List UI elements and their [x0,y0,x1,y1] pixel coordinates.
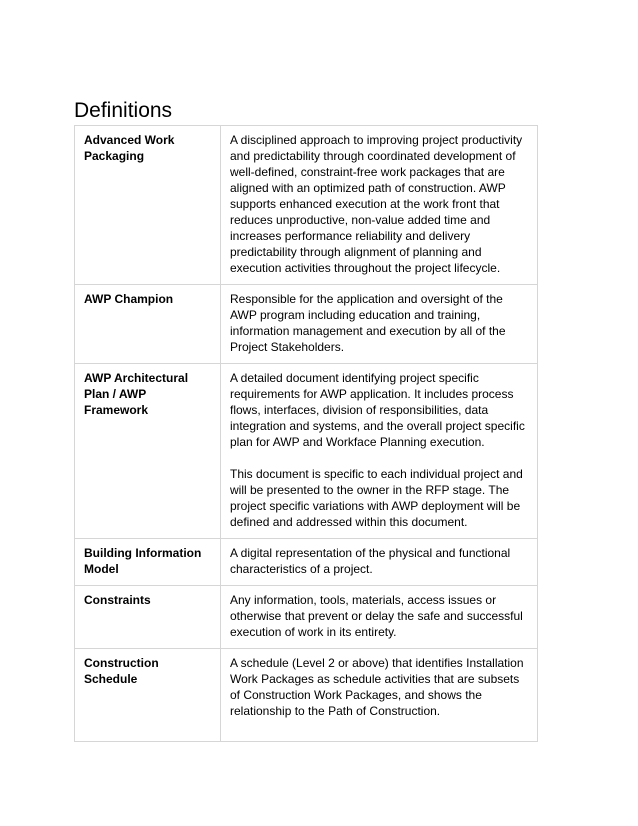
definition-text: A disciplined approach to improving project productivity and predictability through coordinated development of well-defined, constraint-free work packages that are aligned with an optimized path of construction. AWP supports enhanced execution at the work front that reduces unproductive, non-value added time and increases performance reliability and delivery predictability through alignment of planning and execution activities throughout the project lifecycle. [230,133,523,275]
definition-text: Responsible for the application and oversight of the AWP program including education and training, information management and execution by all of the Project Stakeholders. [230,292,506,354]
table-row [75,126,538,285]
term-cell: Building Information Model [75,539,221,586]
page-title: Definitions [74,99,173,122]
term-cell: AWP Champion [75,285,221,364]
term-cell: Constraints [75,586,221,649]
definitions-table [74,125,538,742]
table-row [75,364,538,539]
term-cell: Advanced Work Packaging [75,126,221,285]
definition-text: This document is specific to each individual project and will be presented to the owner in the RFP stage. The project specific variations with AWP deployment will be defined and addressed within this document. [230,467,523,529]
definition-cell [221,285,538,364]
definition-text: A schedule (Level 2 or above) that identifies Installation Work Packages as schedule activities that are subsets of Construction Work Packages, and shows the relationship to the Path of Construction. [230,656,524,718]
definition-cell [221,649,538,742]
table-row [75,586,538,649]
definition-text: A digital representation of the physical and functional characteristics of a project. [230,546,511,576]
definition-text: Any information, tools, materials, access issues or otherwise that prevent or delay the safe and successful execution of work in its entirety. [230,593,523,639]
definition-cell [221,126,538,285]
table-row [75,649,538,742]
definition-cell [221,364,538,539]
table-row [75,539,538,586]
definition-text: A detailed document identifying project specific requirements for AWP application. It includes process flows, interfaces, division of responsibilities, data integration and systems, and the overall project specific plan for AWP and Workface Planning execution. [230,371,525,449]
definition-cell [221,586,538,649]
table-row [75,285,538,364]
term-cell: AWP Architectural Plan / AWP Framework [75,364,221,539]
term-cell: Construction Schedule [75,649,221,742]
definition-cell [221,539,538,586]
